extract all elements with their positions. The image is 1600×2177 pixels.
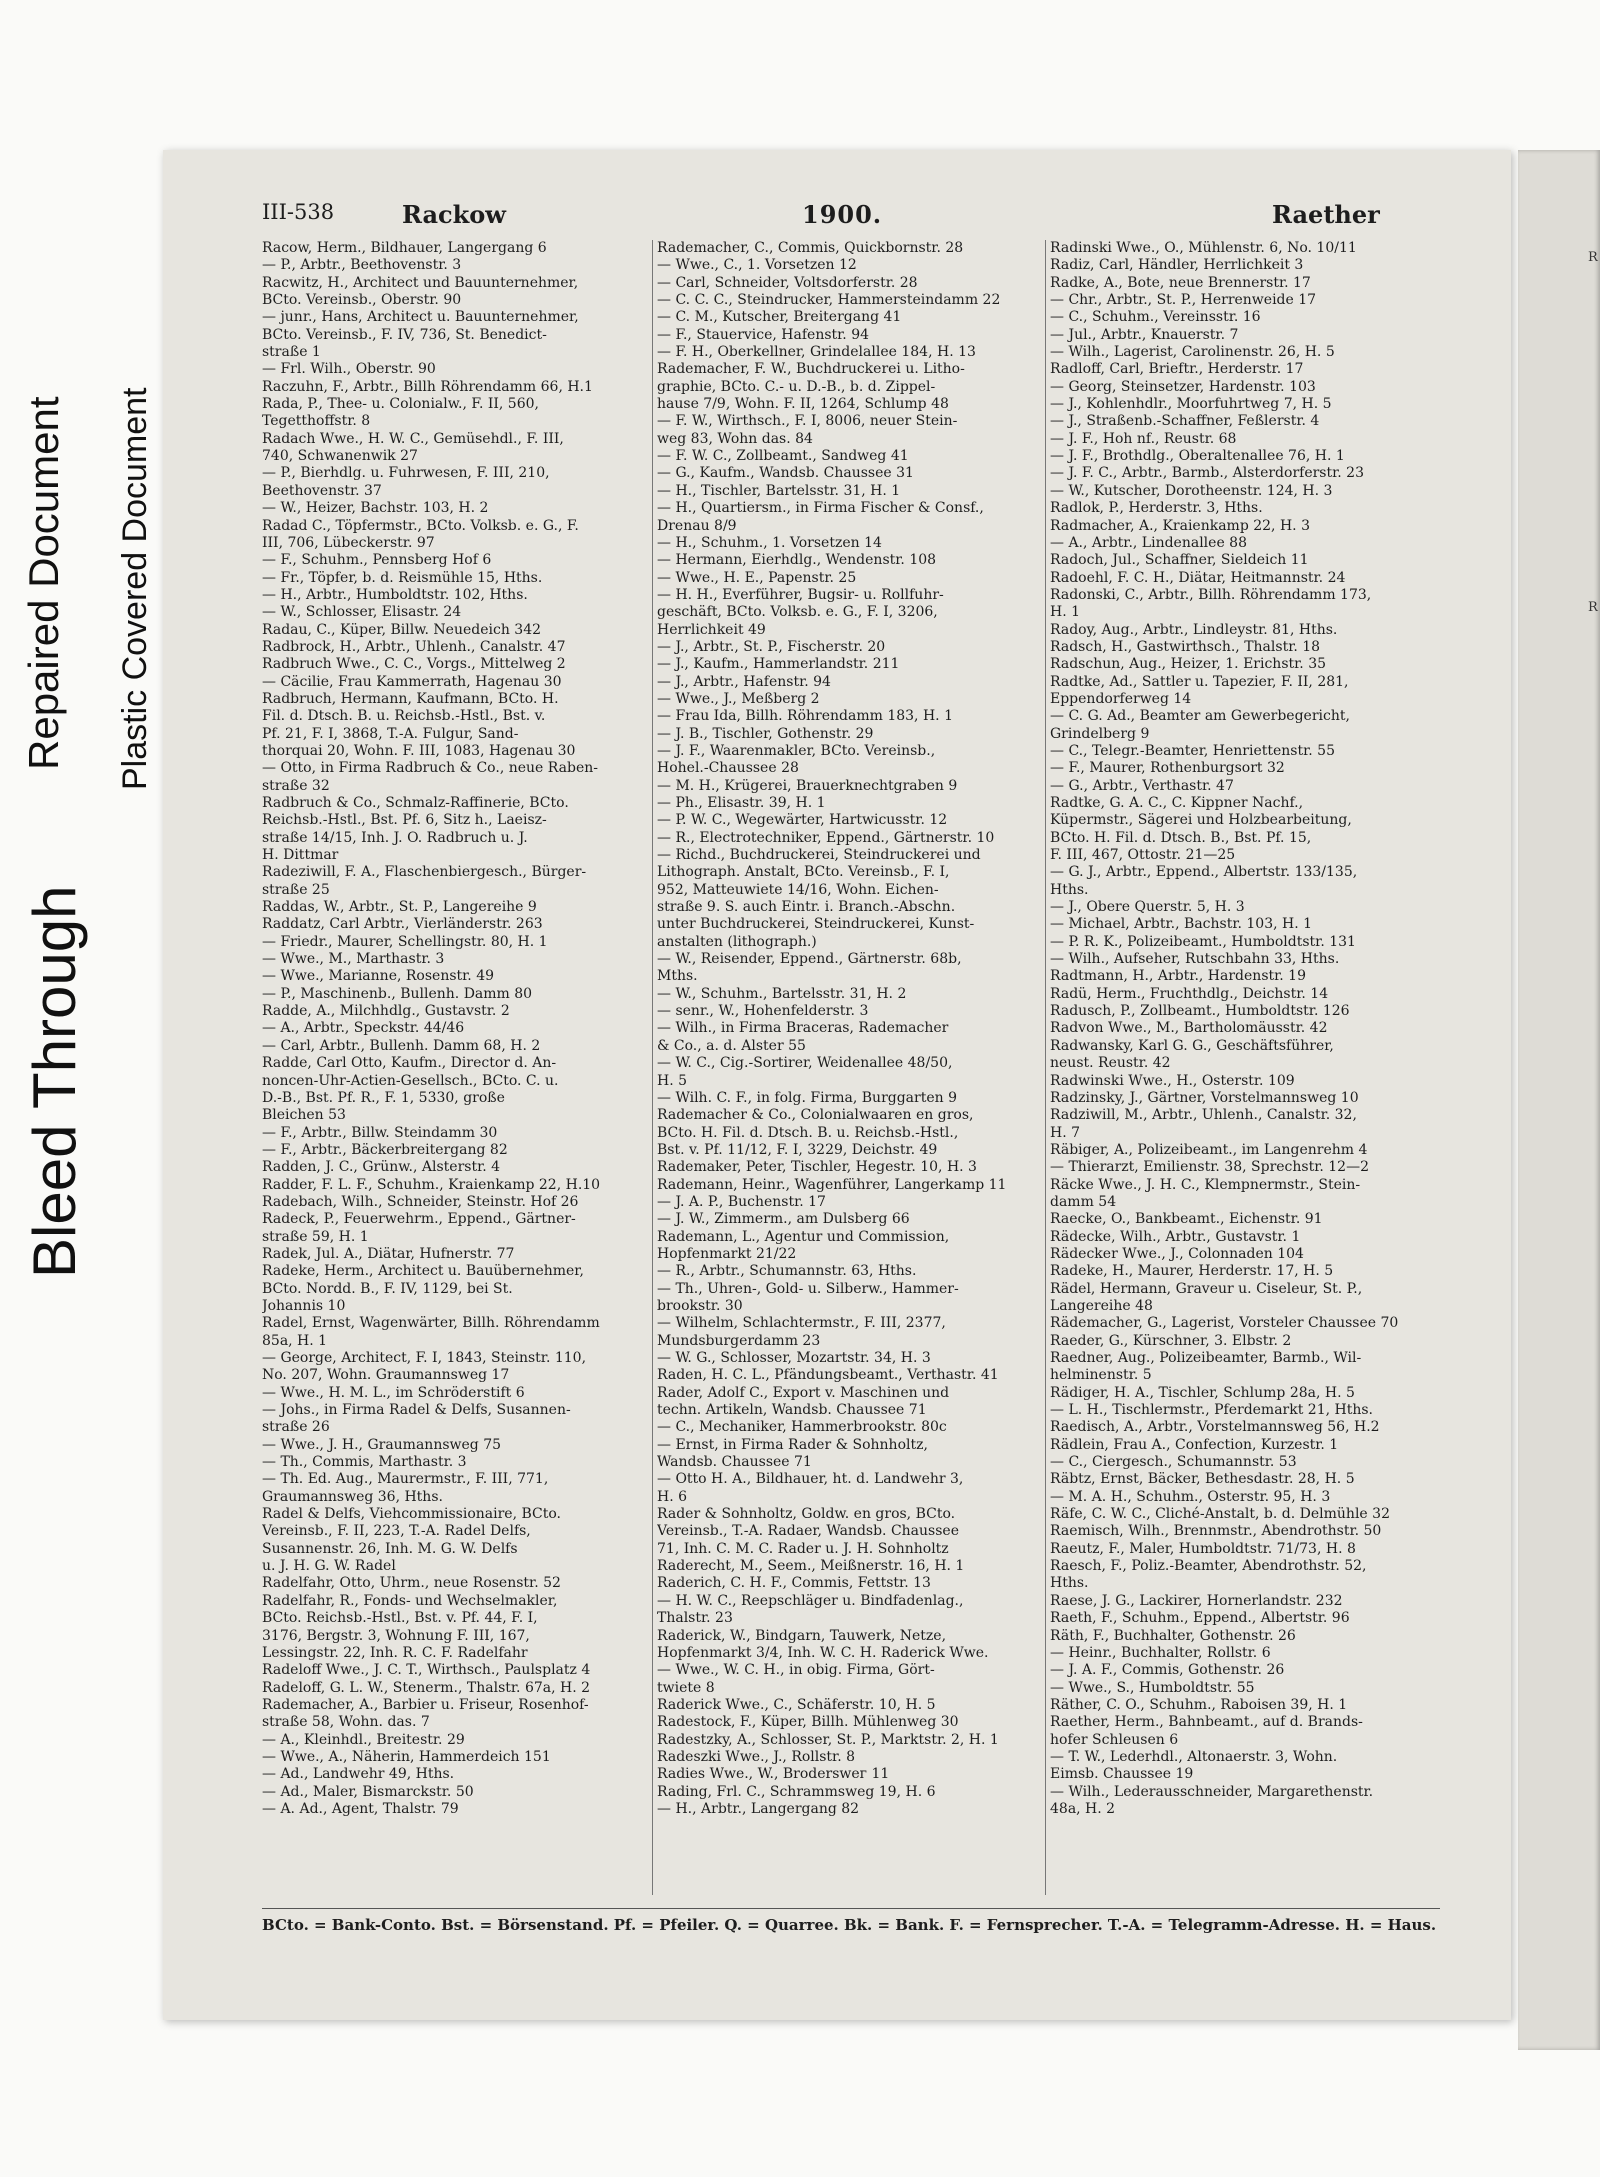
directory-entry-line: — H., Tischler, Bartelsstr. 31, H. 1: [657, 482, 901, 499]
directory-entry-line: Raderick, W., Bindgarn, Tauwerk, Netze,: [657, 1627, 947, 1644]
directory-entry-line: Radoy, Aug., Arbtr., Lindleystr. 81, Hths.: [1050, 621, 1338, 638]
directory-entry-line: Radebach, Wilh., Schneider, Steinstr. Hof 26: [262, 1193, 579, 1210]
directory-entry-line: — F. W., Wirthsch., F. I, 8006, neuer Stein-: [657, 413, 958, 430]
directory-entry-line: Racow, Herm., Bildhauer, Langergang 6: [262, 240, 547, 256]
directory-entry-line: Herrlichkeit 49: [657, 621, 766, 638]
directory-entry-line: Radwansky, Karl G. G., Geschäftsführer,: [1050, 1037, 1334, 1054]
directory-entry-line: — R., Arbtr., Schumannstr. 63, Hths.: [657, 1263, 917, 1280]
directory-entry-line: Langereihe 48: [1050, 1297, 1153, 1314]
directory-entry-line: Mundsburgerdamm 23: [657, 1332, 821, 1349]
directory-entry-line: Raddatz, Carl Arbtr., Vierländerstr. 263: [262, 916, 543, 933]
directory-entry-line: III, 706, Lübeckerstr. 97: [262, 534, 435, 551]
directory-entry-line: — A., Arbtr., Speckstr. 44/46: [262, 1020, 465, 1037]
directory-entry-line: BCto. Nordd. B., F. IV, 1129, bei St.: [262, 1280, 513, 1297]
directory-entry-line: Radvon Wwe., M., Bartholomäusstr. 42: [1050, 1020, 1328, 1037]
directory-entry-line: 48a, H. 2: [1050, 1800, 1116, 1817]
directory-entry-line: — Michael, Arbtr., Bachstr. 103, H. 1: [1050, 916, 1313, 933]
directory-entry-line: — W. C., Cig.-Sortirer, Weidenallee 48/50,: [657, 1055, 953, 1072]
directory-entry-line: Raddas, W., Arbtr., St. P., Langereihe 9: [262, 899, 537, 916]
directory-entry-line: — Ad., Maler, Bismarckstr. 50: [262, 1783, 474, 1800]
directory-entry-line: Raeth, F., Schuhm., Eppend., Albertstr. 96: [1050, 1610, 1350, 1627]
directory-entry-line: Radmacher, A., Kraienkamp 22, H. 3: [1050, 517, 1310, 534]
directory-entry-line: — F. W. C., Zollbeamt., Sandweg 41: [657, 448, 909, 465]
directory-entry-line: BCto. Reichsb.-Hstl., Bst. v. Pf. 44, F. I,: [262, 1610, 538, 1627]
directory-entry-line: Rademann, L., Agentur und Commission,: [657, 1228, 950, 1245]
next-page-fragment-lower: R: [1588, 600, 1598, 615]
directory-entry-line: — P., Maschinenb., Bullenh. Damm 80: [262, 985, 533, 1002]
directory-entry-line: Radsch, H., Gastwirthsch., Thalstr. 18: [1050, 638, 1321, 655]
directory-entry-line: — F., Arbtr., Billw. Steindamm 30: [262, 1124, 498, 1141]
directory-entry-line: Radloff, Carl, Brieftr., Herderstr. 17: [1050, 361, 1304, 378]
directory-entry-line: straße 14/15, Inh. J. O. Radbruch u. J.: [262, 829, 528, 846]
directory-entry-line: Radonski, C., Arbtr., Billh. Röhrendamm 173,: [1050, 586, 1372, 603]
directory-entry-line: Radek, Jul. A., Diätar, Hufnerstr. 77: [262, 1245, 515, 1262]
directory-entry-line: Radtmann, H., Arbtr., Hardenstr. 19: [1050, 968, 1306, 985]
directory-entry-line: Rademann, Heinr., Wagenführer, Langerkamp 11: [657, 1176, 1007, 1193]
directory-entry-line: — Wwe., A., Näherin, Hammerdeich 151: [262, 1748, 551, 1765]
directory-entry-line: Radeszki Wwe., J., Rollstr. 8: [657, 1748, 856, 1765]
directory-entry-line: — J. F. C., Arbtr., Barmb., Alsterdorferstr. 23: [1050, 465, 1364, 482]
directory-entry-line: Radiz, Carl, Händler, Herrlichkeit 3: [1050, 257, 1304, 274]
directory-entry-line: Hths.: [1050, 881, 1089, 898]
directory-entry-line: — Chr., Arbtr., St. P., Herrenweide 17: [1050, 292, 1317, 309]
directory-entry-line: Radusch, P., Zollbeamt., Humboldtstr. 126: [1050, 1003, 1350, 1020]
footer-rule: [262, 1908, 1440, 1909]
directory-entry-line: Mths.: [657, 968, 698, 985]
directory-entry-line: H. 7: [1050, 1124, 1081, 1141]
directory-entry-line: Raeder, G., Kürschner, 3. Elbstr. 2: [1050, 1332, 1292, 1349]
directory-entry-line: — W., Schuhm., Bartelsstr. 31, H. 2: [657, 985, 907, 1002]
directory-entry-line: thorquai 20, Wohn. F. III, 1083, Hagenau 30: [262, 742, 576, 759]
directory-column-2: [652, 240, 1041, 1895]
directory-entry-line: Radden, J. C., Grünw., Alsterstr. 4: [262, 1159, 501, 1176]
directory-entry-line: Radelfahr, Otto, Uhrm., neue Rosenstr. 52: [262, 1575, 561, 1592]
directory-entry-line: Susannenstr. 26, Inh. M. G. W. Delfs: [262, 1540, 518, 1557]
directory-entry-line: — F., Stauervice, Hafenstr. 94: [657, 326, 870, 343]
directory-entry-line: Rädemacher, G., Lagerist, Vorsteler Chaussee 70: [1050, 1315, 1399, 1332]
directory-entry-line: — Th., Commis, Marthastr. 3: [262, 1454, 467, 1471]
directory-entry-line: — Ad., Landwehr 49, Hths.: [262, 1766, 455, 1783]
directory-entry-line: 740, Schwanenwik 27: [262, 448, 418, 465]
directory-entry-line: — A. Ad., Agent, Thalstr. 79: [262, 1800, 459, 1817]
directory-entry-line: — W., Heizer, Bachstr. 103, H. 2: [262, 500, 489, 517]
next-page-fragment: R: [1588, 250, 1598, 265]
directory-entry-line: — Wwe., S., Humboldtstr. 55: [1050, 1679, 1255, 1696]
directory-entry-line: — C., Ciergesch., Schumannstr. 53: [1050, 1454, 1297, 1471]
directory-entry-line: — J., Kohlenhdlr., Moorfuhrtweg 7, H. 5: [1050, 396, 1332, 413]
directory-entry-line: — J., Obere Querstr. 5, H. 3: [1050, 899, 1245, 916]
directory-entry-line: Hohel.-Chaussee 28: [657, 760, 799, 777]
directory-entry-line: — W., Reisender, Eppend., Gärtnerstr. 68b,: [657, 951, 962, 968]
directory-entry-line: — G., Kaufm., Wandsb. Chaussee 31: [657, 465, 914, 482]
directory-entry-line: Graumannsweg 36, Hths.: [262, 1488, 443, 1505]
directory-entry-line: Radbrock, H., Arbtr., Uhlenh., Canalstr. 47: [262, 638, 566, 655]
plastic-covered-label: Plastic Covered Document: [116, 387, 154, 790]
directory-entry-line: — C., Telegr.-Beamter, Henriettenstr. 55: [1050, 742, 1335, 759]
directory-entry-line: neust. Reustr. 42: [1050, 1055, 1171, 1072]
repaired-document-label: Repaired Document: [20, 396, 67, 770]
directory-entry-line: Radel, Ernst, Wagenwärter, Billh. Röhrendamm: [262, 1315, 600, 1332]
directory-entry-line: No. 207, Wohn. Graumannsweg 17: [262, 1367, 510, 1384]
directory-entry-line: — H., Schuhm., 1. Vorsetzen 14: [657, 534, 882, 551]
directory-entry-line: — H. H., Everführer, Bugsir- u. Rollfuhr-: [657, 586, 944, 603]
directory-entry-line: Radinski Wwe., O., Mühlenstr. 6, No. 10/11: [1050, 240, 1357, 256]
directory-entry-line: straße 1: [262, 344, 321, 361]
directory-entry-line: Rader, Adolf C., Export v. Maschinen und: [657, 1384, 950, 1401]
directory-entry-line: Raecke, O., Bankbeamt., Eichenstr. 91: [1050, 1211, 1323, 1228]
directory-entry-line: Rädecker Wwe., J., Colonnaden 104: [1050, 1245, 1304, 1262]
directory-entry-line: Radeck, P., Feuerwehrm., Eppend., Gärtner-: [262, 1211, 576, 1228]
directory-entry-line: straße 32: [262, 777, 330, 794]
directory-entry-line: H. 5: [657, 1072, 688, 1089]
directory-entry-line: Raese, J. G., Lackirer, Hornerlandstr. 232: [1050, 1592, 1343, 1609]
directory-entry-line: — Th. Ed. Aug., Maurermstr., F. III, 771,: [262, 1471, 549, 1488]
directory-entry-line: — Hermann, Eierhdlg., Wendenstr. 108: [657, 552, 937, 569]
directory-entry-line: — H. W. C., Reepschläger u. Bindfadenlag.,: [657, 1592, 964, 1609]
directory-entry-line: Radestock, F., Küper, Billh. Mühlenweg 30: [657, 1714, 959, 1731]
directory-entry-line: Thalstr. 23: [657, 1610, 733, 1627]
directory-entry-line: — C., Schuhm., Vereinsstr. 16: [1050, 309, 1261, 326]
directory-entry-line: Räbiger, A., Polizeibeamt., im Langenrehm 4: [1050, 1141, 1368, 1158]
directory-entry-line: Vereinsb., T.-A. Radaer, Wandsb. Chaussee: [657, 1523, 959, 1540]
directory-entry-line: Radoch, Jul., Schaffner, Sieldeich 11: [1050, 552, 1309, 569]
directory-entry-line: geschäft, BCto. Volksb. e. G., F. I, 3206,: [657, 604, 938, 621]
directory-entry-line: Pf. 21, F. I, 3868, T.-A. Fulgur, Sand-: [262, 725, 519, 742]
header-left-word: Rackow: [402, 200, 506, 229]
directory-entry-line: — A., Kleinhdl., Breitestr. 29: [262, 1731, 465, 1748]
directory-entry-line: Räfe, C. W. C., Cliché-Anstalt, b. d. Delmühle 32: [1050, 1506, 1390, 1523]
directory-entry-line: — J. A. P., Buchenstr. 17: [657, 1193, 826, 1210]
directory-entry-line: Grindelberg 9: [1050, 725, 1150, 742]
directory-entry-line: — Ph., Elisastr. 39, H. 1: [657, 795, 826, 811]
directory-entry-line: Tegetthoffstr. 8: [262, 413, 371, 430]
directory-entry-line: 3176, Bergstr. 3, Wohnung F. III, 167,: [262, 1627, 530, 1644]
directory-entry-line: Radde, Carl Otto, Kaufm., Director d. An-: [262, 1055, 557, 1072]
directory-entry-line: Lithograph. Anstalt, BCto. Vereinsb., F. I,: [657, 864, 950, 881]
directory-entry-line: — J. F., Waarenmakler, BCto. Vereinsb.,: [657, 742, 936, 759]
directory-entry-line: — G. J., Arbtr., Eppend., Albertstr. 133/135,: [1050, 864, 1358, 881]
directory-entry-line: straße 25: [262, 881, 330, 898]
directory-entry-line: noncen-Uhr-Actien-Gesellsch., BCto. C. u.: [262, 1072, 559, 1089]
directory-entry-line: Rademacher, A., Barbier u. Friseur, Rosenhof-: [262, 1696, 589, 1713]
directory-entry-line: Rada, P., Thee- u. Colonialw., F. II, 560,: [262, 396, 539, 413]
directory-entry-line: Raderecht, M., Seem., Meißnerstr. 16, H. 1: [657, 1558, 965, 1575]
directory-entry-line: Radzinsky, J., Gärtner, Vorstelmannsweg 10: [1050, 1089, 1359, 1106]
directory-entry-line: Rädel, Hermann, Graveur u. Ciseleur, St. P.,: [1050, 1280, 1363, 1297]
directory-entry-line: BCto. Vereinsb., Oberstr. 90: [262, 292, 462, 309]
directory-entry-line: — Wilh. C. F., in folg. Firma, Burggarten 9: [657, 1089, 958, 1106]
directory-entry-line: Radach Wwe., H. W. C., Gemüsehdl., F. III,: [262, 430, 564, 447]
directory-entry-line: Beethovenstr. 37: [262, 482, 382, 499]
directory-entry-line: BCto. Vereinsb., F. IV, 736, St. Benedict-: [262, 326, 547, 343]
directory-entry-line: — Wwe., Marianne, Rosenstr. 49: [262, 968, 495, 985]
directory-entry-line: — Otto H. A., Bildhauer, ht. d. Landwehr 3,: [657, 1471, 964, 1488]
directory-entry-line: — H., Arbtr., Humboldtstr. 102, Hths.: [262, 586, 528, 603]
directory-entry-line: — F., Schuhm., Pennsberg Hof 6: [262, 552, 492, 569]
directory-entry-line: & Co., a. d. Alster 55: [657, 1037, 806, 1054]
directory-entry-line: Radtke, Ad., Sattler u. Tapezier, F. II, 281,: [1050, 673, 1349, 690]
directory-entry-line: straße 58, Wohn. das. 7: [262, 1714, 430, 1731]
directory-entry-line: — Wilhelm, Schlachtermstr., F. III, 2377,: [657, 1315, 946, 1332]
directory-entry-line: Radad C., Töpfermstr., BCto. Volksb. e. G., F.: [262, 517, 579, 534]
directory-entry-line: Wandsb. Chaussee 71: [657, 1454, 812, 1471]
directory-entry-line: — G., Arbtr., Verthastr. 47: [1050, 777, 1234, 794]
header-right-word: Raether: [1272, 200, 1380, 229]
directory-entry-line: BCto. H. Fil. d. Dtsch. B. u. Reichsb.-Hstl.,: [657, 1124, 959, 1141]
directory-entry-line: H. Dittmar: [262, 847, 339, 864]
directory-entry-line: Johannis 10: [262, 1297, 346, 1314]
directory-entry-line: Hopfenmarkt 3/4, Inh. W. C. H. Raderick Wwe.: [657, 1644, 989, 1661]
directory-entry-line: Raedner, Aug., Polizeibeamter, Barmb., Wil-: [1050, 1350, 1362, 1366]
directory-entry-line: — Friedr., Maurer, Schellingstr. 80, H. 1: [262, 933, 548, 950]
directory-entry-line: twiete 8: [657, 1679, 715, 1696]
directory-entry-line: straße 59, H. 1: [262, 1228, 369, 1245]
directory-entry-line: Radeloff, G. L. W., Stenerm., Thalstr. 67a, H. 2: [262, 1679, 591, 1696]
directory-entry-line: Drenau 8/9: [657, 517, 737, 534]
directory-entry-line: 71, Inh. C. M. C. Rader u. J. H. Sohnholtz: [657, 1540, 949, 1557]
header-year: 1900.: [802, 200, 883, 229]
directory-entry-line: — C., Mechaniker, Hammerbrookstr. 80c: [657, 1419, 947, 1436]
directory-entry-line: — Jul., Arbtr., Knauerstr. 7: [1050, 326, 1239, 343]
directory-entry-line: Rader & Sohnholtz, Goldw. en gros, BCto.: [657, 1506, 956, 1523]
directory-entry-line: Radbruch Wwe., C. C., Vorgs., Mittelweg 2: [262, 656, 566, 673]
directory-entry-line: Fil. d. Dtsch. B. u. Reichsb.-Hstl., Bst. v.: [262, 708, 546, 725]
directory-entry-line: — J. F., Hoh nf., Reustr. 68: [1050, 430, 1237, 447]
directory-entry-line: Radoehl, F. C. H., Diätar, Heitmannstr. 24: [1050, 569, 1346, 586]
directory-entry-line: Bleichen 53: [262, 1107, 346, 1124]
directory-entry-line: Bst. v. Pf. 11/12, F. I, 3229, Deichstr. 49: [657, 1141, 938, 1158]
directory-entry-line: — J., Arbtr., St. P., Fischerstr. 20: [657, 638, 886, 655]
directory-entry-line: Rading, Frl. C., Schrammsweg 19, H. 6: [657, 1783, 936, 1800]
directory-entry-line: weg 83, Wohn das. 84: [657, 430, 813, 447]
directory-entry-line: — J., Kaufm., Hammerlandstr. 211: [657, 656, 900, 673]
directory-entry-line: — J. B., Tischler, Gothenstr. 29: [657, 725, 874, 742]
directory-entry-line: — T. W., Lederhdl., Altonaerstr. 3, Wohn.: [1050, 1748, 1338, 1765]
directory-entry-line: — C. C. C., Steindrucker, Hammersteindamm 22: [657, 292, 1001, 309]
directory-entry-line: — W., Schlosser, Elisastr. 24: [262, 604, 462, 621]
directory-entry-line: Eppendorferweg 14: [1050, 690, 1192, 707]
directory-entry-line: 952, Matteuwiete 14/16, Wohn. Eichen-: [657, 881, 939, 898]
directory-entry-line: — M. A. H., Schuhm., Osterstr. 95, H. 3: [1050, 1488, 1331, 1505]
directory-entry-line: — P., Arbtr., Beethovenstr. 3: [262, 257, 462, 274]
directory-entry-line: Hths.: [1050, 1575, 1089, 1592]
directory-entry-line: — Wwe., H. M. L., im Schröderstift 6: [262, 1384, 525, 1401]
directory-entry-line: Radeziwill, F. A., Flaschenbiergesch., Bürger-: [262, 864, 587, 881]
directory-entry-line: Radlok, P., Herderstr. 3, Hths.: [1050, 500, 1263, 517]
directory-entry-line: Radelfahr, R., Fonds- und Wechselmakler,: [262, 1592, 558, 1609]
directory-entry-line: — Wilh., Lagerist, Carolinenstr. 26, H. 5: [1050, 344, 1335, 361]
directory-entry-line: Radde, A., Milchhdlg., Gustavstr. 2: [262, 1003, 510, 1020]
directory-entry-line: D.-B., Bst. Pf. R., F. 1, 5330, große: [262, 1089, 505, 1106]
directory-entry-line: Radwinski Wwe., H., Osterstr. 109: [1050, 1072, 1295, 1089]
directory-entry-line: H. 6: [657, 1488, 688, 1505]
directory-entry-line: Raden, H. C. L., Pfändungsbeamt., Verthastr. 41: [657, 1367, 999, 1384]
directory-entry-line: — Wilh., Lederausschneider, Margarethenstr.: [1050, 1783, 1374, 1800]
directory-entry-line: — H., Quartiersm., in Firma Fischer & Consf.,: [657, 500, 984, 517]
directory-entry-line: Radbruch & Co., Schmalz-Raffinerie, BCto.: [262, 795, 569, 811]
directory-entry-line: Radeloff Wwe., J. C. T., Wirthsch., Paulsplatz 4: [262, 1662, 591, 1679]
directory-entry-line: — Heinr., Buchhalter, Rollstr. 6: [1050, 1644, 1271, 1661]
directory-entry-line: Räther, C. O., Schuhm., Raboisen 39, H. 1: [1050, 1696, 1348, 1713]
directory-column-3: [1045, 240, 1434, 1895]
directory-entry-line: Raczuhn, F., Arbtr., Billh Röhrendamm 66, H.1: [262, 378, 593, 395]
directory-entry-line: — Ernst, in Firma Rader & Sohnholtz,: [657, 1436, 928, 1453]
directory-entry-line: Radschun, Aug., Heizer, 1. Erichstr. 35: [1050, 656, 1327, 673]
directory-entry-line: Räcke Wwe., J. H. C., Klempnermstr., Stein-: [1050, 1176, 1361, 1193]
directory-entry-line: — W., Kutscher, Dorotheenstr. 124, H. 3: [1050, 482, 1333, 499]
directory-entry-line: Raesch, F., Poliz.-Beamter, Abendrothstr. 52,: [1050, 1558, 1367, 1575]
directory-entry-line: Rademacher, F. W., Buchdruckerei u. Litho-: [657, 361, 965, 378]
directory-entry-line: — Wilh., in Firma Braceras, Rademacher: [657, 1020, 949, 1037]
directory-entry-line: Hopfenmarkt 21/22: [657, 1245, 797, 1262]
directory-entry-line: — J. F., Brothdlg., Oberaltenallee 76, H. 1: [1050, 448, 1345, 465]
directory-entry-line: Radestzky, A., Schlosser, St. P., Marktstr. 2, H. 1: [657, 1731, 999, 1748]
directory-entry-line: — Wilh., Aufseher, Rutschbahn 33, Hths.: [1050, 951, 1340, 968]
directory-entry-line: — Richd., Buchdruckerei, Steindruckerei und: [657, 847, 981, 864]
directory-entry-line: — F. H., Oberkellner, Grindelallee 184, H. 13: [657, 344, 976, 361]
directory-entry-line: — J., Straßenb.-Schaffner, Feßlerstr. 4: [1050, 413, 1320, 430]
directory-entry-line: Raether, Herm., Bahnbeamt., auf d. Brands-: [1050, 1714, 1363, 1731]
directory-entry-line: — Cäcilie, Frau Kammerrath, Hagenau 30: [262, 673, 562, 690]
directory-entry-line: — Frau Ida, Billh. Röhrendamm 183, H. 1: [657, 708, 953, 725]
bleed-through-label: Bleed Through: [21, 885, 88, 1278]
directory-entry-line: Radü, Herm., Fruchthdlg., Deichstr. 14: [1050, 985, 1329, 1002]
directory-entry-line: Eimsb. Chaussee 19: [1050, 1766, 1194, 1783]
directory-entry-line: Küpermstr., Sägerei und Holzbearbeitung,: [1050, 812, 1352, 829]
directory-entry-line: Radau, C., Küper, Billw. Neuedeich 342: [262, 621, 542, 638]
directory-entry-line: Rademaker, Peter, Tischler, Hegestr. 10, H. 3: [657, 1159, 977, 1176]
directory-entry-line: Vereinsb., F. II, 223, T.-A. Radel Delfs,: [262, 1523, 531, 1540]
directory-entry-line: — Th., Uhren-, Gold- u. Silberw., Hammer-: [657, 1280, 959, 1297]
directory-entry-line: damm 54: [1050, 1193, 1117, 1210]
directory-entry-line: Räth, F., Buchhalter, Gothenstr. 26: [1050, 1627, 1296, 1644]
directory-entry-line: BCto. H. Fil. d. Dtsch. B., Bst. Pf. 15,: [1050, 829, 1312, 846]
directory-entry-line: Radies Wwe., W., Broderswег 11: [657, 1766, 890, 1783]
directory-entry-line: 85a, H. 1: [262, 1332, 328, 1349]
directory-entry-line: Radeke, Herm., Architect u. Bauübernehmer,: [262, 1263, 584, 1280]
directory-entry-line: Rädecke, Wilh., Arbtr., Gustavstr. 1: [1050, 1228, 1301, 1245]
directory-entry-line: F. III, 467, Ottostr. 21—25: [1050, 847, 1236, 864]
directory-entry-line: — J., Arbtr., Hafenstr. 94: [657, 673, 831, 690]
directory-entry-line: brookstr. 30: [657, 1297, 743, 1314]
directory-entry-line: — C. M., Kutscher, Breitergang 41: [657, 309, 902, 326]
directory-entry-line: Rädiger, H. A., Tischler, Schlump 28a, H. 5: [1050, 1384, 1355, 1401]
directory-entry-line: H. 1: [1050, 604, 1081, 621]
directory-entry-line: — A., Arbtr., Lindenallee 88: [1050, 534, 1247, 551]
directory-entry-line: — M. H., Krügerei, Brauerknechtgraben 9: [657, 777, 958, 794]
directory-entry-line: — Wwe., C., 1. Vorsetzen 12: [657, 257, 857, 274]
directory-entry-line: hofer Schleusen 6: [1050, 1731, 1179, 1748]
page-header: [262, 200, 1442, 234]
directory-entry-line: — Georg, Steinsetzer, Hardenstr. 103: [1050, 378, 1316, 395]
directory-entry-line: — J. A. F., Commis, Gothenstr. 26: [1050, 1662, 1285, 1679]
directory-entry-line: unter Buchdruckerei, Steindruckerei, Kunst-: [657, 916, 975, 933]
directory-entry-line: — Wwe., W. C. H., in obig. Firma, Gört-: [657, 1662, 935, 1679]
directory-entry-line: Rädlein, Frau A., Confection, Kurzestr. 1: [1050, 1436, 1339, 1453]
directory-entry-line: — J. W., Zimmerm., am Dulsberg 66: [657, 1211, 910, 1228]
directory-entry-line: Radeke, H., Maurer, Herderstr. 17, H. 5: [1050, 1263, 1334, 1280]
directory-entry-line: helminenstr. 5: [1050, 1367, 1152, 1384]
directory-entry-line: graphie, BCto. C.- u. D.-B., b. d. Zippel-: [657, 378, 936, 395]
abbreviation-footer: BCto. = Bank-Conto. Bst. = Börsenstand. Pf. = Pfeiler. Q. = Quarree. Bk. = Bank. F. = Fernsprecher. T.-A. = Telegramm-Adresse. H. = Haus.: [262, 1916, 1437, 1934]
directory-entry-line: — Carl, Schneider, Voltsdorferstr. 28: [657, 274, 918, 291]
directory-entry-line: — senr., W., Hohenfelderstr. 3: [657, 1003, 869, 1020]
directory-entry-line: Radder, F. L. F., Schuhm., Kraienkamp 22, H.10: [262, 1176, 601, 1193]
directory-entry-line: — R., Electrotechniker, Eppend., Gärtnerstr. 10: [657, 829, 995, 846]
directory-entry-line: Raeutz, F., Maler, Humboldtstr. 71/73, H. 8: [1050, 1540, 1356, 1557]
directory-column-1: [262, 240, 650, 1818]
directory-entry-line: — F., Maurer, Rothenburgsort 32: [1050, 760, 1285, 777]
directory-entry-line: anstalten (lithograph.): [657, 933, 817, 950]
directory-entry-line: — junr., Hans, Architect u. Bauunternehmer,: [262, 309, 579, 326]
directory-entry-line: — Wwe., J. H., Graumannsweg 75: [262, 1436, 502, 1453]
directory-entry-line: — Frl. Wilh., Oberstr. 90: [262, 361, 436, 378]
directory-entry-line: Raemisch, Wilh., Brennmstr., Abendrothstr. 50: [1050, 1523, 1382, 1540]
directory-entry-line: — Johs., in Firma Radel & Delfs, Susannen-: [262, 1402, 571, 1419]
directory-entry-line: techn. Artikeln, Wandsb. Chaussee 71: [657, 1402, 927, 1419]
directory-entry-line: straße 26: [262, 1419, 330, 1436]
directory-entry-line: — Thierarzt, Emilienstr. 38, Sprechstr. 12—2: [1050, 1159, 1369, 1176]
directory-entry-line: Räbtz, Ernst, Bäcker, Bethesdastr. 28, H. 5: [1050, 1471, 1355, 1488]
directory-entry-line: — Carl, Arbtr., Bullenh. Damm 68, H. 2: [262, 1037, 541, 1054]
directory-entry-line: straße 9. S. auch Eintr. i. Branch.-Abschn.: [657, 899, 956, 916]
directory-entry-line: hause 7/9, Wohn. F. II, 1264, Schlump 48: [657, 396, 949, 413]
directory-entry-line: — C. G. Ad., Beamter am Gewerbegericht,: [1050, 708, 1350, 725]
directory-entry-line: — H., Arbtr., Langergang 82: [657, 1800, 860, 1817]
directory-entry-line: — F., Arbtr., Bäckerbreitergang 82: [262, 1141, 508, 1158]
directory-entry-line: Raderick Wwe., C., Schäferstr. 10, H. 5: [657, 1696, 936, 1713]
directory-entry-line: — P. R. K., Polizeibeamt., Humboldtstr. 131: [1050, 933, 1356, 950]
directory-entry-line: Racwitz, H., Architect und Bauunternehmer,: [262, 274, 579, 291]
directory-entry-line: — Wwe., H. E., Papenstr. 25: [657, 569, 857, 586]
directory-entry-line: Raderich, C. H. F., Commis, Fettstr. 13: [657, 1575, 931, 1592]
directory-entry-line: Lessingstr. 22, Inh. R. C. F. Radelfahr: [262, 1644, 528, 1661]
directory-entry-line: — P., Bierhdlg. u. Fuhrwesen, F. III, 210,: [262, 465, 550, 482]
directory-entry-line: Reichsb.-Hstl., Bst. Pf. 6, Sitz h., Laeisz-: [262, 812, 547, 829]
directory-entry-line: Radtke, G. A. C., C. Kippner Nachf.,: [1050, 795, 1304, 811]
page-number: III-538: [262, 200, 335, 224]
directory-entry-line: Radke, A., Bote, neue Brennerstr. 17: [1050, 274, 1311, 291]
directory-entry-line: Rademacher, C., Commis, Quickbornstr. 28: [657, 240, 964, 256]
directory-entry-line: — W. G., Schlosser, Mozartstr. 34, H. 3: [657, 1350, 931, 1366]
directory-entry-line: u. J. H. G. W. Radel: [262, 1558, 396, 1575]
directory-entry-line: — Fr., Töpfer, b. d. Reismühle 15, Hths.: [262, 569, 543, 586]
directory-entry-line: — L. H., Tischlermstr., Pferdemarkt 21, Hths.: [1050, 1402, 1374, 1419]
directory-entry-line: — Wwe., J., Meßberg 2: [657, 690, 820, 707]
next-page-edge: [1518, 150, 1600, 2050]
directory-entry-line: — P. W. C., Wegewärter, Hartwicusstr. 12: [657, 812, 948, 829]
directory-entry-line: Radziwill, M., Arbtr., Uhlenh., Canalstr. 32,: [1050, 1107, 1357, 1124]
directory-entry-line: — George, Architect, F. I, 1843, Steinstr. 110,: [262, 1350, 587, 1366]
directory-entry-line: — Wwe., M., Marthastr. 3: [262, 951, 445, 968]
directory-entry-line: Radbruch, Hermann, Kaufmann, BCto. H.: [262, 690, 559, 707]
directory-entry-line: Raedisch, A., Arbtr., Vorstelmannsweg 56, H.2: [1050, 1419, 1380, 1436]
directory-entry-line: Radel & Delfs, Viehcommissionaire, BCto.: [262, 1506, 562, 1523]
directory-entry-line: Rademacher & Co., Colonialwaaren en gros,: [657, 1107, 974, 1124]
directory-entry-line: — Otto, in Firma Radbruch & Co., neue Raben-: [262, 760, 598, 777]
